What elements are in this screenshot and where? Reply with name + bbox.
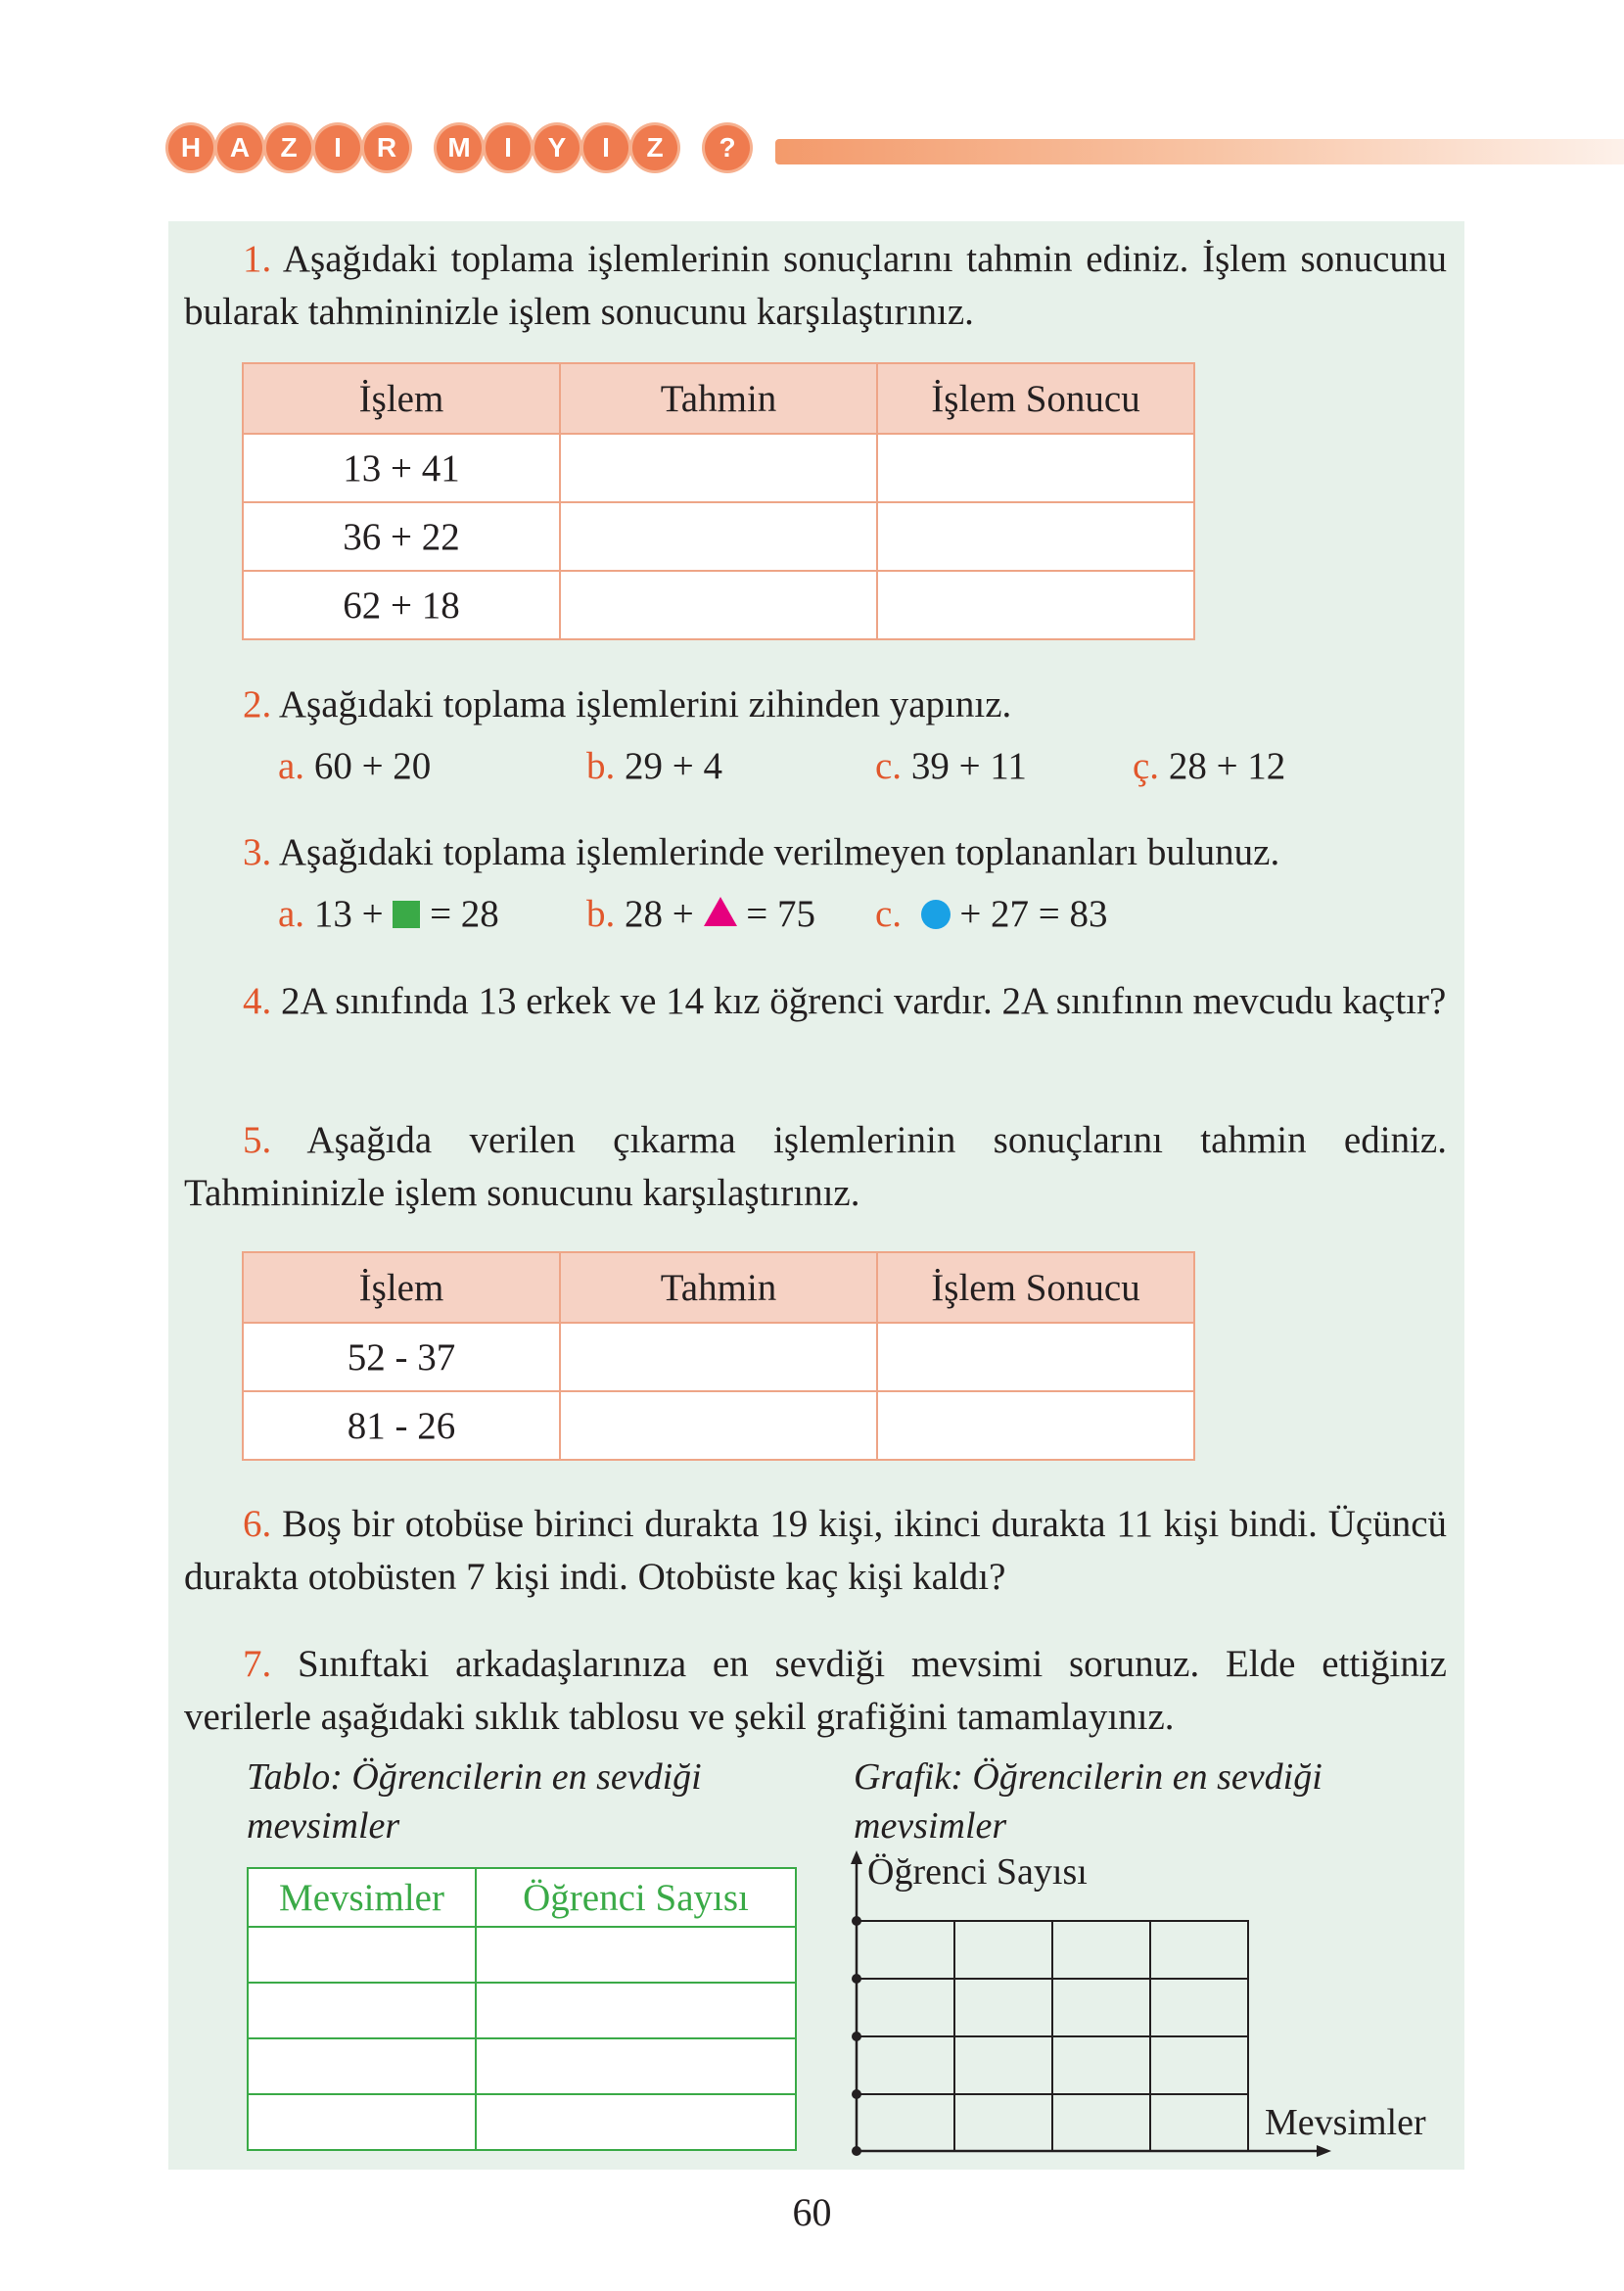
answer-cell[interactable] xyxy=(476,1927,796,1983)
answer-cell[interactable] xyxy=(877,1391,1194,1460)
graph-y-label: Öğrenci Sayısı xyxy=(867,1851,1088,1893)
table-row xyxy=(243,1323,1194,1391)
page-number: 60 xyxy=(792,2190,832,2234)
question-6 xyxy=(184,1498,1447,1604)
answer-cell[interactable] xyxy=(560,1323,877,1391)
answer-cell[interactable] xyxy=(877,434,1194,502)
circle-icon xyxy=(921,900,951,929)
question-number: 6. xyxy=(243,1503,272,1545)
header-letter: I xyxy=(315,125,360,170)
question-1 xyxy=(184,233,1447,339)
table-header: İşlem Sonucu xyxy=(877,1252,1194,1323)
option-a: a. 13 + = 28 xyxy=(278,893,499,935)
header-bar xyxy=(775,139,1624,164)
table-header: Tahmin xyxy=(560,1252,877,1323)
answer-cell[interactable] xyxy=(560,434,877,502)
question-number: 7. xyxy=(243,1643,272,1685)
table-header: Mevsimler xyxy=(248,1868,476,1927)
table-header: Öğrenci Sayısı xyxy=(476,1868,796,1927)
table-cell: 62 + 18 xyxy=(243,571,560,639)
option-c: c. 39 + 11 xyxy=(875,745,1027,787)
table-row xyxy=(248,1927,796,1983)
table-cell: 13 + 41 xyxy=(243,434,560,502)
square-icon xyxy=(393,901,420,928)
graph-axes xyxy=(857,1858,1322,2151)
graph-x-label: Mevsimler xyxy=(1265,2102,1426,2143)
answer-cell[interactable] xyxy=(560,502,877,571)
answer-cell[interactable] xyxy=(248,2094,476,2150)
header-title xyxy=(168,125,754,170)
answer-cell[interactable] xyxy=(560,571,877,639)
answer-cell[interactable] xyxy=(248,1983,476,2038)
question-4 xyxy=(184,975,1447,1028)
question-5 xyxy=(184,1114,1447,1220)
y-axis-arrow-icon xyxy=(851,1850,862,1864)
frequency-table xyxy=(247,1867,797,2151)
answer-cell[interactable] xyxy=(476,2038,796,2094)
question-number: 4. xyxy=(243,980,272,1022)
question-number: 5. xyxy=(243,1119,272,1161)
question-number: 3. xyxy=(243,831,272,873)
answer-cell[interactable] xyxy=(248,1927,476,1983)
header-letter: M xyxy=(437,125,482,170)
x-axis-arrow-icon xyxy=(1317,2145,1331,2157)
table-header: İşlem xyxy=(243,1252,560,1323)
answer-cell[interactable] xyxy=(560,1391,877,1460)
header-letter: A xyxy=(217,125,262,170)
question-2 xyxy=(184,678,1447,731)
answer-cell[interactable] xyxy=(476,2094,796,2150)
header-letter: R xyxy=(364,125,409,170)
answer-cell[interactable] xyxy=(248,2038,476,2094)
question-number: 2. xyxy=(243,683,272,725)
triangle-icon xyxy=(704,897,737,926)
table-cell: 52 - 37 xyxy=(243,1323,560,1391)
question-text: Sınıftaki arkadaşlarınıza en sevdiği mevsimi sorunuz. Elde ettiğiniz verilerle aşağıdaki sıklık tablosu ve şekil grafiğini tamamlayınız. xyxy=(184,1643,1447,1738)
answer-cell[interactable] xyxy=(877,502,1194,571)
table-header: Tahmin xyxy=(560,363,877,434)
header-letter: I xyxy=(486,125,531,170)
table-row xyxy=(248,2094,796,2150)
header-letter: Z xyxy=(632,125,677,170)
table-cell: 36 + 22 xyxy=(243,502,560,571)
question-text: Aşağıdaki toplama işlemlerinin sonuçlarını tahmin ediniz. İşlem sonucunu bularak tahmininizle işlem sonucunu karşılaştırınız. xyxy=(184,238,1447,333)
option-b: b. 29 + 4 xyxy=(586,745,722,787)
table-header: İşlem Sonucu xyxy=(877,363,1194,434)
table-caption: Tablo: Öğrencilerin en sevdiği mevsimler xyxy=(247,1756,702,1847)
header-letter: Y xyxy=(534,125,580,170)
option-a: a. 60 + 20 xyxy=(278,745,432,787)
table-row xyxy=(243,502,1194,571)
table-header: İşlem xyxy=(243,363,560,434)
question-number: 1. xyxy=(243,238,272,280)
question-text: Boş bir otobüse birinci durakta 19 kişi, ikinci durakta 11 kişi bindi. Üçüncü durakta otobüsten 7 kişi indi. Otobüste kaç kişi kaldı? xyxy=(184,1503,1448,1598)
graph-caption: Grafik: Öğrencilerin en sevdiği mevsimler xyxy=(854,1756,1322,1847)
header-letter: Z xyxy=(266,125,311,170)
question-text: 2A sınıfında 13 erkek ve 14 kız öğrenci vardır. 2A sınıfının mevcudu kaçtır? xyxy=(281,980,1447,1022)
question-text: Aşağıdaki toplama işlemlerini zihinden yapınız. xyxy=(278,683,1012,725)
question-3 xyxy=(184,826,1447,879)
question-text: Aşağıdaki toplama işlemlerinde verilmeyen toplananları bulunuz. xyxy=(278,831,1280,873)
question-text: Aşağıda verilen çıkarma işlemlerinin sonuçlarını tahmin ediniz. Tahmininizle işlem sonucunu karşılaştırınız. xyxy=(184,1119,1447,1214)
header-letter: H xyxy=(168,125,213,170)
table-cell: 81 - 26 xyxy=(243,1391,560,1460)
option-b: b. 28 + = 75 xyxy=(586,893,815,935)
table-row xyxy=(243,434,1194,502)
table-row xyxy=(248,1983,796,2038)
table-row xyxy=(243,571,1194,639)
question-7 xyxy=(184,1638,1447,1744)
subtraction-estimate-table xyxy=(242,1251,1195,1461)
section-header xyxy=(168,125,1470,178)
graph-grid xyxy=(857,1921,1248,2151)
answer-cell[interactable] xyxy=(877,571,1194,639)
table-row xyxy=(248,2038,796,2094)
addition-estimate-table xyxy=(242,362,1195,640)
answer-cell[interactable] xyxy=(476,1983,796,2038)
header-letter: ? xyxy=(705,125,750,170)
option-c: c. + 27 = 83 xyxy=(875,893,1108,935)
table-row xyxy=(243,1391,1194,1460)
option-c-cedilla: ç. 28 + 12 xyxy=(1133,745,1286,787)
answer-cell[interactable] xyxy=(877,1323,1194,1391)
header-letter: I xyxy=(583,125,628,170)
